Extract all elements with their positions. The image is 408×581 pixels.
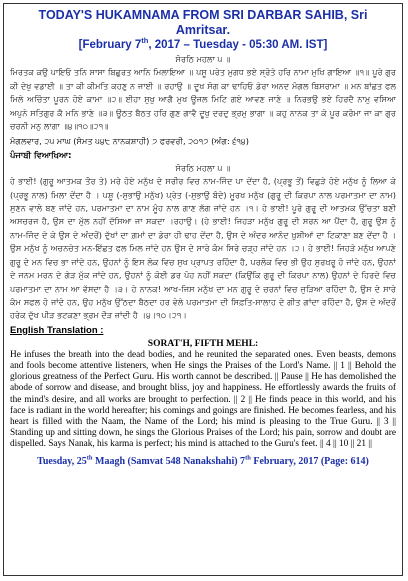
date-superscript: th — [141, 36, 149, 46]
footer-sup-2: th — [245, 454, 251, 462]
page-title: TODAY'S HUKAMNAMA FROM SRI DARBAR SAHIB, Sri Amritsar. — [38, 8, 368, 37]
date-prefix: [February 7 — [78, 39, 142, 51]
hukamnama-card — [3, 3, 403, 576]
date-header — [10, 38, 396, 53]
footer-date — [10, 456, 396, 467]
footer-middle: Maagh (Samvat 548 Nanakshahi) 7 — [92, 455, 246, 467]
vyakhya-label: ਪੰਜਾਬੀ ਵਿਆਖਿਆ: — [10, 149, 72, 160]
date-rest: , 2017 – Tuesday - 05:30 AM. IST] — [148, 39, 328, 51]
english-translation-label: English Translation : — [10, 324, 104, 336]
english-translation: He infuses the breath into the dead bodies, and he reunited the separated ones. Even beasts, demons and fools become attentive listeners, when He sings the Praises of the Lord's Name. || 1 || Behold the glorious greatness of the Perfect Guru. His worth cannot be described. || Pause || He has demolished the abode of sorrow and disease, and brought bliss, joy and happiness. He effortlessly awards the fruits of the mind's desire, and all works are brought to perfection. || 2 || He finds peace in this world, and his face is radiant in the world hereafter; his comings and goings are finished. He becomes fearless, and his heart is filled with the Naam, the Name of the Lord; his mind is pleasing to the True Guru. || 3 || Standing up and sitting down, he sings the Glorious Praises of the Lord; his pain, sorrow and doubt are dispelled. Says Nanak, his karma is perfect; his mind is attached to the Guru's feet. || 4 || 10 || 21 || — [10, 349, 396, 450]
raag-heading: ਸੋਰਠਿ ਮਹਲਾ ੫ ॥ — [175, 54, 231, 64]
gurbani-text: ਮਿਰਤਕ ਕਉ ਪਾਇਓ ਤਨਿ ਸਾਸਾ ਬਿਛੁਰਤ ਆਨਿ ਮਿਲਾਇਆ ॥ ਪਸੂ ਪਰੇਤ ਮੁਗਧ ਭਏ ਸ੍ਰੋਤੇ ਹਰਿ ਨਾਮਾ ਮੁਖਿ ਗਾਇਆ ॥੧॥ ਪੂਰੇ ਗੁਰ ਕੀ ਦੇਖੁ ਵਡਾਈ ॥ ਤਾ ਕੀ ਕੀਮਤਿ ਕਹਣੁ ਨ ਜਾਈ ॥ ਰਹਾਉ ॥ ਦੂਖ ਸੋਗ ਕਾ ਢਾਹਿਓ ਡੇਰਾ ਅਨਦ ਮੰਗਲ ਬਿਸਰਾਮਾ ॥ ਮਨ ਬਾਂਛਤ ਫਲ ਮਿਲੇ ਅਚਿੰਤਾ ਪੂਰਨ ਹੋਏ ਕਾਮਾ ॥੨॥ ਈਹਾ ਸੁਖੁ ਆਗੈ ਮੁਖ ਊਜਲ ਮਿਟਿ ਗਏ ਆਵਣ ਜਾਣੇ ॥ ਨਿਰਭਉ ਭਏ ਹਿਰਦੈ ਨਾਮੁ ਵਸਿਆ ਅਪੁਨੇ ਸਤਿਗੁਰ ਕੈ ਮਨਿ ਭਾਣੇ ॥੩॥ ਊਠਤ ਬੈਠਤ ਹਰਿ ਗੁਣ ਗਾਵੈ ਦੂਖੁ ਦਰਦੁ ਭ੍ਰਮੁ ਭਾਗਾ ॥ ਕਹੁ ਨਾਨਕ ਤਾ ਕੇ ਪੂਰ ਕਰੰਮਾ ਜਾ ਕਾ ਗੁਰ ਚਰਨੀ ਮਨੁ ਲਾਗਾ ॥੪॥੧੦॥੨੧॥ — [10, 67, 396, 132]
page-reference: (Page: 614) — [320, 455, 369, 467]
footer-prefix: Tuesday, 25 — [37, 455, 87, 467]
vyakhya-heading: ਸੋਰਠਿ ਮਹਲਾ ੫ ॥ — [175, 162, 231, 173]
footer-suffix: February, 2017 — [250, 455, 321, 467]
punjabi-date-line: ਮੰਗਲਵਾਰ, ੨੫ ਮਾਘ (ਸੰਮਤ ੫੪੮ ਨਾਨਕਸ਼ਾਹੀ) ੭ ਫਰਵਰੀ, ੨੦੧੭ (ਅੰਗ: ੬੧੪) — [10, 136, 249, 147]
punjabi-vyakhya: ਹੇ ਭਾਈ! (ਗੁਰੂ ਆਤਮਕ ਤੌਰ ਤੇ) ਮਰੇ ਹੋਏ ਮਨੁੱਖ ਦੇ ਸਰੀਰ ਵਿਚ ਨਾਮ-ਜਿੰਦ ਪਾ ਦੇਂਦਾ ਹੈ, (ਪ੍ਰਭੂ ਤੋਂ) ਵਿਛੁੜੇ ਹੋਏ ਮਨੁੱਖ ਨੂੰ ਲਿਆ ਕੇ (ਪ੍ਰਭੂ ਨਾਲ) ਮਿਲਾ ਦੇਂਦਾ ਹੈ । ਪਸ਼ੂ (-ਸੁਭਾਉ ਮਨੁੱਖ) ਪ੍ਰੇਤ (-ਸੁਭਾਉ ਬੰਦੇ) ਮੂਰਖ ਮਨੁੱਖ (ਗੁਰੂ ਦੀ ਕਿਰਪਾ ਨਾਲ ਪਰਮਾਤਮਾ ਦਾ ਨਾਮ) ਸੁਣਨ ਵਾਲੇ ਬਣ ਜਾਂਦੇ ਹਨ, ਪਰਮਾਤਮਾ ਦਾ ਨਾਮ ਮੂੰਹ ਨਾਲ ਗਾਣ ਲੱਗ ਜਾਂਦੇ ਹਨ ।੧। ਹੇ ਭਾਈ! ਪੂਰੇ ਗੁਰੂ ਦੀ ਆਤਮਕ ਉੱਚਤਾ ਬਣੀ ਅਸਚਰਜ ਹੈ, ਉਸ ਦਾ ਮੁੱਲ ਨਹੀਂ ਦੱਸਿਆ ਜਾ ਸਕਦਾ ।ਰਹਾਉ। (ਹੇ ਭਾਈ! ਜਿਹੜਾ ਮਨੁੱਖ ਗੁਰੂ ਦੀ ਸਰਨ ਆ ਪੈਂਦਾ ਹੈ, ਗੁਰੂ ਉਸ ਨੂੰ ਨਾਮ-ਜਿੰਦ ਦੇ ਕੇ ਉਸ ਦੇ ਅੰਦਰੋਂ) ਦੁੱਖਾਂ ਦਾ ਗ਼ਮਾਂ ਦਾ ਡੇਰਾ ਹੀ ਢਾਹ ਦੇਂਦਾ ਹੈ, ਉਸ ਦੇ ਅੰਦਰ ਆਨੰਦ ਖ਼ੁਸ਼ੀਆਂ ਦਾ ਟਿਕਾਣਾ ਬਣ ਦੇਂਦਾ ਹੈ । ਉਸ ਮਨੁੱਖ ਨੂੰ ਅਚਨਚੇਤ ਮਨ-ਇੱਛਤ ਫਲ ਮਿਲ ਜਾਂਦੇ ਹਨ ਉਸ ਦੇ ਸਾਰੇ ਕੰਮ ਸਿਰੇ ਚੜ੍ਹ ਜਾਂਦੇ ਹਨ ।੨। ਹੇ ਭਾਈ! ਜਿਹੜੇ ਮਨੁੱਖ ਆਪਣੇ ਗੁਰੂ ਦੇ ਮਨ ਵਿਚ ਭਾ ਜਾਂਦੇ ਹਨ, ਉਹਨਾਂ ਨੂੰ ਇਸ ਲੋਕ ਵਿਚ ਸੁਖ ਪ੍ਰਾਪਤ ਰਹਿੰਦਾ ਹੈ, ਪਰਲੋਕ ਵਿਚ ਭੀ ਉਹ ਸੁਰਖ਼ਰੂ ਹੋ ਜਾਂਦੇ ਹਨ, ਉਹਨਾਂ ਦੇ ਜਨਮ ਮਰਨ ਦੇ ਗੇੜ ਮੁੱਕ ਜਾਂਦੇ ਹਨ, ਉਹਨਾਂ ਨੂੰ ਕੋਈ ਡਰ ਪੋਹ ਨਹੀਂ ਸਕਦਾ (ਕਿਉਂਕਿ ਗੁਰੂ ਦੀ ਕਿਰਪਾ ਨਾਲ) ਉਹਨਾਂ ਦੇ ਹਿਰਦੇ ਵਿਚ ਪਰਮਾਤਮਾ ਦਾ ਨਾਮ ਆ ਵੱਸਦਾ ਹੈ ।੩। ਹੇ ਨਾਨਕ! ਆਖ-ਜਿਸ ਮਨੁੱਖ ਦਾ ਮਨ ਗੁਰੂ ਦੇ ਚਰਨਾਂ ਵਿਚ ਜੁੜਿਆ ਰਹਿੰਦਾ ਹੈ, ਉਸ ਦੇ ਸਾਰੇ ਕੰਮ ਸਫਲ ਹੋ ਜਾਂਦੇ ਹਨ, ਉਹ ਮਨੁੱਖ ਉੱਠਦਾ ਬੈਠਦਾ ਹਰ ਵੇਲੇ ਪਰਮਾਤਮਾ ਦੀ ਸਿਫ਼ਤਿ-ਸਾਲਾਹ ਦੇ ਗੀਤ ਗਾਂਦਾ ਰਹਿੰਦਾ ਹੈ, ਉਸ ਦੇ ਅੰਦਰੋਂ ਹਰੇਕ ਦੁੱਖ ਪੀੜ ਭਟਕਣਾ ਭ੍ਰਮ ਦੌੜ ਜਾਂਦੀ ਹੈ ।੪।੧੦।੨੧। — [10, 176, 396, 321]
english-heading: SORAT'H, FIFTH MEHL: — [147, 338, 259, 349]
footer-sup-1: th — [86, 454, 93, 462]
